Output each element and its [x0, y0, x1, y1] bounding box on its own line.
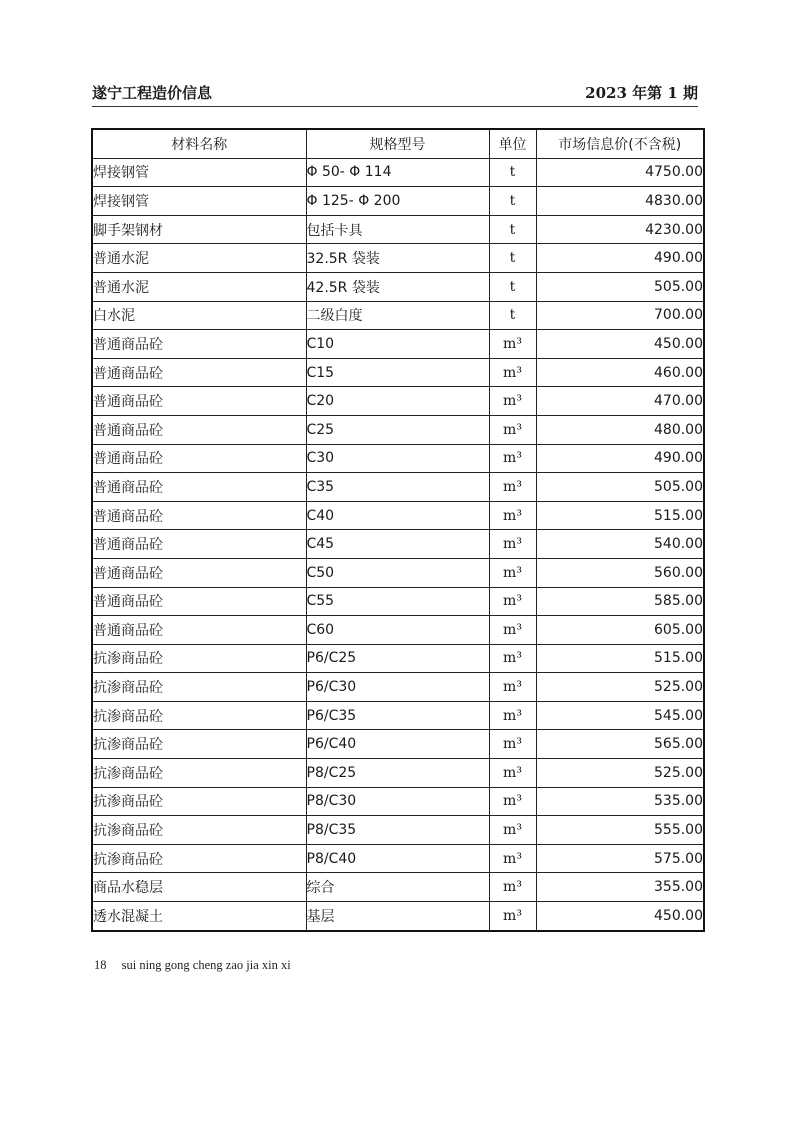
cell-unit: m³ — [489, 701, 536, 730]
table-row — [92, 644, 704, 673]
cell-material-name: 普通商品砼 — [92, 558, 306, 587]
cell-unit: m³ — [489, 587, 536, 616]
table-row — [92, 787, 704, 816]
cell-spec: P8/C40 — [306, 844, 489, 873]
table-row — [92, 673, 704, 702]
table-row — [92, 730, 704, 759]
cell-price: 585.00 — [536, 587, 704, 616]
table-row — [92, 587, 704, 616]
cell-material-name: 普通商品砼 — [92, 415, 306, 444]
table-row — [92, 415, 704, 444]
header-divider — [92, 106, 698, 107]
cell-material-name: 脚手架钢材 — [92, 215, 306, 244]
cell-price: 450.00 — [536, 330, 704, 359]
cell-material-name: 普通商品砼 — [92, 387, 306, 416]
table-row — [92, 272, 704, 301]
cell-unit: m³ — [489, 387, 536, 416]
cell-unit: m³ — [489, 873, 536, 902]
cell-spec: C60 — [306, 616, 489, 645]
cell-price: 605.00 — [536, 616, 704, 645]
cell-unit: m³ — [489, 358, 536, 387]
cell-price: 540.00 — [536, 530, 704, 559]
page-footer — [94, 958, 291, 973]
cell-material-name: 透水混凝土 — [92, 902, 306, 931]
cell-spec: Φ 125- Φ 200 — [306, 187, 489, 216]
cell-unit: m³ — [489, 730, 536, 759]
cell-price: 560.00 — [536, 558, 704, 587]
table-row — [92, 558, 704, 587]
cell-material-name: 抗渗商品砼 — [92, 844, 306, 873]
table-row — [92, 844, 704, 873]
cell-spec: C55 — [306, 587, 489, 616]
table-row — [92, 387, 704, 416]
cell-price: 535.00 — [536, 787, 704, 816]
table-row — [92, 330, 704, 359]
cell-price: 545.00 — [536, 701, 704, 730]
table-row — [92, 902, 704, 931]
cell-material-name: 抗渗商品砼 — [92, 730, 306, 759]
table-row — [92, 530, 704, 559]
cell-spec: 32.5R 袋装 — [306, 244, 489, 273]
cell-price: 505.00 — [536, 473, 704, 502]
cell-spec: C45 — [306, 530, 489, 559]
cell-spec: P6/C25 — [306, 644, 489, 673]
page-number: 18 — [94, 958, 107, 972]
cell-unit: m³ — [489, 787, 536, 816]
cell-material-name: 抗渗商品砼 — [92, 673, 306, 702]
table-row — [92, 187, 704, 216]
price-table — [91, 128, 705, 932]
table-row — [92, 358, 704, 387]
table-body — [92, 158, 704, 931]
cell-price: 355.00 — [536, 873, 704, 902]
cell-material-name: 抗渗商品砼 — [92, 787, 306, 816]
table-row — [92, 759, 704, 788]
table-row — [92, 873, 704, 902]
cell-unit: m³ — [489, 616, 536, 645]
cell-price: 700.00 — [536, 301, 704, 330]
cell-material-name: 普通商品砼 — [92, 358, 306, 387]
cell-material-name: 普通商品砼 — [92, 587, 306, 616]
cell-price: 515.00 — [536, 501, 704, 530]
cell-spec: P6/C40 — [306, 730, 489, 759]
table-row — [92, 473, 704, 502]
cell-unit: t — [489, 244, 536, 273]
cell-material-name: 商品水稳层 — [92, 873, 306, 902]
cell-unit: m³ — [489, 530, 536, 559]
cell-unit: m³ — [489, 415, 536, 444]
cell-price: 450.00 — [536, 902, 704, 931]
cell-unit: t — [489, 158, 536, 187]
cell-price: 565.00 — [536, 730, 704, 759]
cell-unit: m³ — [489, 844, 536, 873]
cell-unit: m³ — [489, 902, 536, 931]
cell-unit: t — [489, 301, 536, 330]
cell-material-name: 普通商品砼 — [92, 501, 306, 530]
column-header-spec: 规格型号 — [306, 129, 489, 158]
footer-pinyin: sui ning gong cheng zao jia xin xi — [121, 958, 291, 972]
cell-spec: P8/C25 — [306, 759, 489, 788]
cell-spec: 包括卡具 — [306, 215, 489, 244]
cell-spec: C20 — [306, 387, 489, 416]
cell-spec: C10 — [306, 330, 489, 359]
cell-material-name: 普通水泥 — [92, 272, 306, 301]
cell-unit: m³ — [489, 558, 536, 587]
cell-price: 555.00 — [536, 816, 704, 845]
publication-title: 遂宁工程造价信息 — [92, 84, 213, 102]
cell-material-name: 抗渗商品砼 — [92, 816, 306, 845]
cell-price: 4230.00 — [536, 215, 704, 244]
cell-price: 525.00 — [536, 673, 704, 702]
cell-material-name: 普通商品砼 — [92, 530, 306, 559]
cell-price: 460.00 — [536, 358, 704, 387]
cell-spec: C35 — [306, 473, 489, 502]
table-row — [92, 816, 704, 845]
cell-material-name: 普通水泥 — [92, 244, 306, 273]
cell-spec: Φ 50- Φ 114 — [306, 158, 489, 187]
table-row — [92, 244, 704, 273]
cell-material-name: 普通商品砼 — [92, 330, 306, 359]
table-row — [92, 158, 704, 187]
cell-material-name: 普通商品砼 — [92, 444, 306, 473]
page-header — [92, 80, 698, 104]
issue-label: 2023 年第 1 期 — [585, 84, 698, 102]
cell-spec: 基层 — [306, 902, 489, 931]
cell-price: 470.00 — [536, 387, 704, 416]
table-header-row — [92, 129, 704, 158]
cell-price: 575.00 — [536, 844, 704, 873]
cell-spec: C50 — [306, 558, 489, 587]
table-row — [92, 301, 704, 330]
cell-unit: m³ — [489, 644, 536, 673]
cell-price: 515.00 — [536, 644, 704, 673]
cell-spec: C15 — [306, 358, 489, 387]
cell-unit: m³ — [489, 759, 536, 788]
cell-unit: m³ — [489, 473, 536, 502]
cell-spec: C25 — [306, 415, 489, 444]
cell-spec: P6/C35 — [306, 701, 489, 730]
cell-price: 4750.00 — [536, 158, 704, 187]
cell-material-name: 普通商品砼 — [92, 616, 306, 645]
cell-spec: C40 — [306, 501, 489, 530]
cell-material-name: 焊接钢管 — [92, 187, 306, 216]
cell-spec: P8/C30 — [306, 787, 489, 816]
cell-material-name: 抗渗商品砼 — [92, 759, 306, 788]
cell-unit: t — [489, 187, 536, 216]
table-row — [92, 616, 704, 645]
cell-spec: 综合 — [306, 873, 489, 902]
cell-spec: P6/C30 — [306, 673, 489, 702]
cell-unit: m³ — [489, 673, 536, 702]
cell-unit: t — [489, 272, 536, 301]
column-header-material: 材料名称 — [92, 129, 306, 158]
cell-price: 525.00 — [536, 759, 704, 788]
table-row — [92, 215, 704, 244]
cell-spec: C30 — [306, 444, 489, 473]
cell-price: 4830.00 — [536, 187, 704, 216]
cell-unit: m³ — [489, 444, 536, 473]
cell-spec: 42.5R 袋装 — [306, 272, 489, 301]
cell-material-name: 焊接钢管 — [92, 158, 306, 187]
cell-unit: m³ — [489, 330, 536, 359]
cell-price: 490.00 — [536, 444, 704, 473]
cell-material-name: 抗渗商品砼 — [92, 701, 306, 730]
cell-price: 490.00 — [536, 244, 704, 273]
cell-material-name: 普通商品砼 — [92, 473, 306, 502]
table-row — [92, 701, 704, 730]
cell-unit: m³ — [489, 501, 536, 530]
column-header-unit: 单位 — [489, 129, 536, 158]
table-row — [92, 444, 704, 473]
cell-unit: t — [489, 215, 536, 244]
cell-price: 480.00 — [536, 415, 704, 444]
cell-material-name: 白水泥 — [92, 301, 306, 330]
cell-material-name: 抗渗商品砼 — [92, 644, 306, 673]
column-header-price: 市场信息价(不含税) — [536, 129, 704, 158]
cell-spec: P8/C35 — [306, 816, 489, 845]
table-row — [92, 501, 704, 530]
cell-price: 505.00 — [536, 272, 704, 301]
cell-spec: 二级白度 — [306, 301, 489, 330]
cell-unit: m³ — [489, 816, 536, 845]
